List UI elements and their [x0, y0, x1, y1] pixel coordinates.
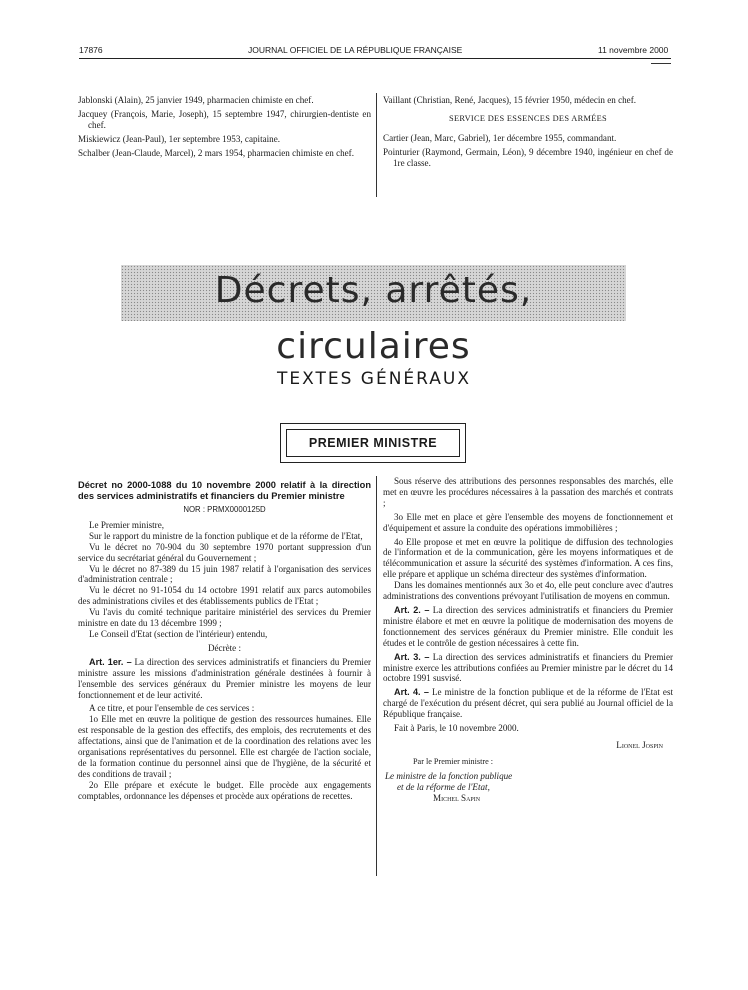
publication-date: 11 novembre 2000 — [598, 45, 669, 55]
column-divider — [376, 476, 377, 876]
intro-line: Le Premier ministre, — [89, 519, 165, 530]
list-item: Pointurier (Raymond, Germain, Léon), 9 décembre 1940, ingénieur en chef de 1re classe. — [383, 146, 673, 168]
minister-title: Le ministre de la fonction publique — [385, 770, 513, 781]
decree-title: Décret no 2000-1088 du 10 novembre 2000 relatif à la direction des services administratifs et financiers du Premier ministre — [78, 480, 371, 501]
article-1-item: 3o Elle met en place et gère l'ensemble des moyens de fonctionnement et d'équipement et assure la conduite des opérations immobilières ; — [383, 511, 673, 533]
minister-name: Michel Sapin — [433, 792, 481, 803]
article-text: Le ministre de la fonction publique et de la réforme de l'Etat est chargé de l'exécution du présent décret, qui sera publié au Journal officiel de la République française. — [383, 687, 674, 720]
list-item: Miskiewicz (Jean-Paul), 1er septembre 1953, capitaine. — [78, 133, 281, 144]
article-3 — [383, 652, 673, 685]
ministry-label: PREMIER MINISTRE — [286, 429, 460, 457]
article-1-item: 2o Elle prépare et exécute le budget. Elle procède aux engagements comptables, ordonnance les dépenses et procède aux opérations de recettes. — [78, 779, 371, 801]
intro-line: Le Conseil d'Etat (section de l'intérieur) entendu, — [89, 628, 268, 639]
top-left-column — [78, 95, 371, 162]
article-text: La direction des services administratifs et financiers du Premier ministre exerce les attributions confiées au Premier ministre par le décret du 14 octobre 1991 susvisé. — [383, 651, 674, 684]
article-label: Art. 4. – — [394, 687, 429, 698]
article-2 — [383, 605, 673, 649]
list-item: Jablonski (Alain), 25 janvier 1949, pharmacien chimiste en chef. — [78, 95, 314, 105]
article-1 — [78, 657, 371, 701]
article-1-intro: A ce titre, et pour l'ensemble de ces services : — [89, 703, 255, 714]
top-right-column — [383, 95, 673, 172]
intro-line: Vu le décret no 91-1054 du 14 octobre 1991 relatif aux parcs automobiles des administrations civiles et des établissements publics de l'Etat ; — [78, 585, 371, 607]
section-title: TEXTES GÉNÉRAUX — [276, 369, 471, 389]
article-text: La direction des services administratifs et financiers du Premier ministre élabore et met en œuvre la politique de modernisation des moyens de fonctionnement des services généraux du Premier ministre. Elle conduit les études et le contrôle de gestion nécessaires à cette fin. — [383, 604, 674, 648]
article-label: Art. 2. – — [394, 604, 430, 615]
article-text: La direction des services administratifs et financiers du Premier ministre assure les missions d'administration générale destinées à fournir à l'ensemble des services généraux du Premier ministre les moyens de leur fonctionnement et de leur activité. — [78, 656, 372, 700]
decree-right-column — [383, 476, 673, 803]
journal-title: JOURNAL OFFICIEL DE LA RÉPUBLIQUE FRANÇAISE — [248, 45, 463, 55]
signatory-name: Lionel Jospin — [616, 739, 663, 750]
intro-line: Vu l'avis du comité technique paritaire ministériel des services du Premier ministre en date du 13 décembre 1999 ; — [78, 607, 371, 629]
article-4 — [383, 687, 673, 720]
list-item: Vaillant (Christian, René, Jacques), 15 février 1950, médecin en chef. — [383, 95, 637, 105]
intro-line: Vu le décret no 87-389 du 15 juin 1987 relatif à l'organisation des services d'administration centrale ; — [78, 563, 371, 585]
minister-title-cont: et de la réforme de l'Etat, — [397, 781, 490, 792]
header-rule — [79, 58, 671, 59]
header-rule-short — [651, 63, 671, 64]
article-label: Art. 3. – — [394, 651, 430, 662]
article-1-item: 4o Elle propose et met en œuvre la politique de diffusion des technologies de l'information et de la communication, gère les moyens informatiques et de télécommunication et assure la sécurité des systèmes d'information. A ces fins, elle prépare et applique un schéma directeur des systèmes d'information. — [383, 536, 673, 580]
signing-place-date: Fait à Paris, le 10 novembre 2000. — [394, 723, 519, 734]
article-1-item: Sous réserve des attributions des personnes responsables des marchés, elle met en œuvre les procédures nécessaires à la passation des marchés et contrats ; — [383, 476, 673, 508]
list-item: Cartier (Jean, Marc, Gabriel), 1er décembre 1955, commandant. — [383, 132, 617, 143]
banner-title: Décrets, arrêtés, circulaires — [214, 270, 533, 367]
article-1-item: 1o Elle met en œuvre la politique de gestion des ressources humaines. Elle est responsable de la gestion des effectifs, des emplois, des recrutements et des affectations, ainsi que de l'animation et de la coordination des relations avec les organisations représentatives du personnel. Elle est chargée de l'action sociale, de la formation continue du personnel ainsi que de l'hygiène, de la sécurité et des conditions de travail ; — [78, 714, 371, 779]
page-number: 17876 — [79, 45, 103, 55]
column-divider — [376, 93, 377, 197]
nor-reference: NOR : PRMX0000125D — [183, 505, 266, 514]
list-item: Schalber (Jean-Claude, Marcel), 2 mars 1954, pharmacien chimiste en chef. — [78, 147, 354, 158]
section-heading: SERVICE DES ESSENCES DES ARMÉES — [448, 113, 607, 123]
article-1-item: Dans les domaines mentionnés aux 3o et 4o, elle peut conclure avec d'autres administrations des conventions prévoyant l'utilisation de moyens en commun. — [383, 580, 673, 602]
decree-left-column — [78, 480, 371, 805]
intro-line: Vu le décret no 70-904 du 30 septembre 1970 portant suppression d'un service du secrétariat général du Gouvernement ; — [78, 541, 371, 563]
decrete-label: Décrète : — [207, 642, 242, 653]
intro-line: Sur le rapport du ministre de la fonction publique et de la réforme de l'Etat, — [89, 530, 363, 541]
article-label: Art. 1er. – — [89, 656, 132, 667]
countersign-label: Par le Premier ministre : — [413, 756, 494, 766]
list-item: Jacquey (François, Marie, Joseph), 15 septembre 1947, chirurgien-dentiste en chef. — [78, 108, 371, 130]
